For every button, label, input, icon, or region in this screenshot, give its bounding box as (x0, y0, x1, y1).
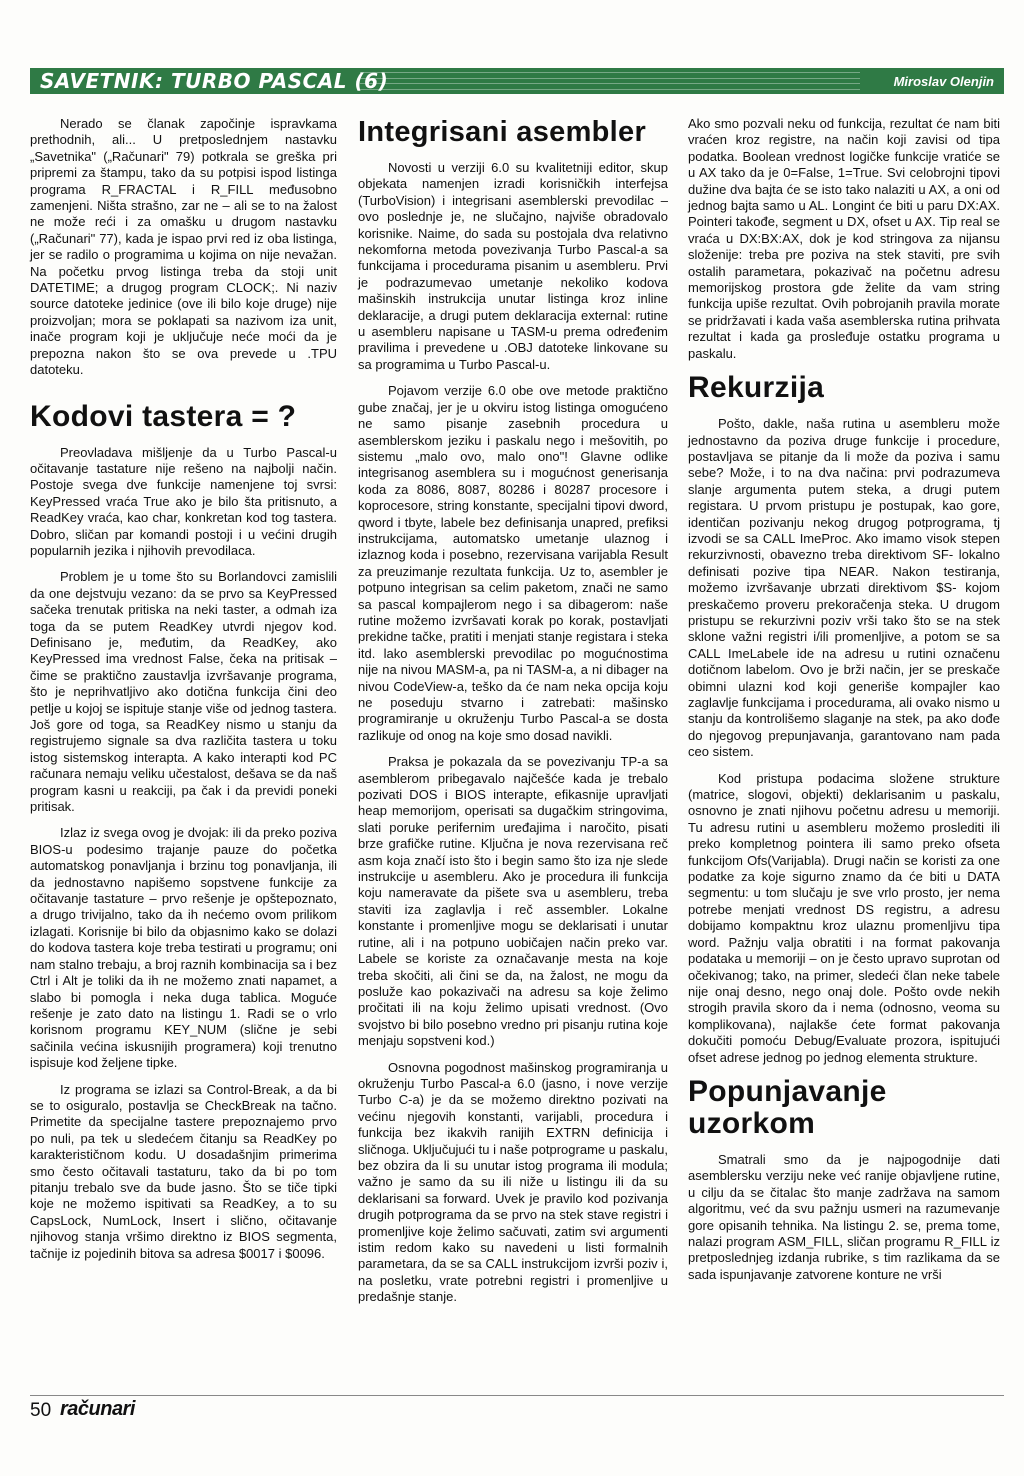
paragraph: Novosti u verziji 6.0 su kvalitetniji editor, skup objekata namenjen izradi korisničkih interfejsa (TurboVision) i integrisani asemblerski prevodilac – ovo poslednje je, ne slučajno, najviše obradovalo korisnike. Naime, do sada su postojala dva relativno nekomforna metoda povezivanja Turbo Pascal-a sa funkcijama i procedurama pisanim u asembleru. Prvi je podrazumevao umetanje nekoliko kodova mašinskih instrukcija unutar listinga kroz inline deklaracije, a drugi putem deklaracija external: rutine u asembleru napisane u TASM-u prema određenim pravilima i prevedene u .OBJ datoteke linkovane su sa programima u Turbo Pascal-u. (358, 160, 668, 372)
column-3 (688, 116, 1000, 1293)
paragraph: Pojavom verzije 6.0 obe ove metode praktično gube značaj, jer je u okviru istog listinga omogućeno ne samo pisanje zasebnih procedura u asemblerskom jeziku i paskalu nego i mešovitih, po sistemu „malo ovo, malo ono"! Glavne odlike integrisanog asemblera su i mogućnost generisanja koda za 8086, 8087, 80286 i 80287 procesore i koprocesore, string konstante, specijalni tipovi dword, qword i tbyte, labele bez definisanja unapred, prefiksi instrukcijama, automatsko umetanje ulaznog i izlaznog koda i posebno, rezervisana varijabla Result za preuzimanje rezultata funkcija. Uz to, asembler je potpuno integrisan sa celim paketom, znači ne samo sa pascal kompajlerom nego i sa dibagerom: naše rutine možemo izvršavati korak po korak, postavljati prekidne tačke, pratiti i menjati stanje registara i steka itd. lako asemblerski prevodilac po mogućnostima nije na nivou MASM-a, pa ni TASM-a, a ni dibager na nivou CodeView-a, teško da će nam neka opcija koju ne poseduju stvarno i zatrebati: mašinsko programiranje u okruženju Turbo Pascal-a se dosta razlikuje od onog na koje smo dosad navikli. (358, 383, 668, 743)
section-heading-rekurzija: Rekurzija (688, 371, 825, 405)
column-2 (358, 116, 668, 1316)
paragraph: Smatrali smo da je najpogodnije dati asemblersku verziju neke već ranije objavljene rutine, u cilju da se čitalac što manje zadržava na samom algoritmu, već da svu pažnju usmeri na razumevanje gore opisanih tehnika. Na listingu 2. se, prema tome, nalazi program ASM_FILL, sličan programu R_FILL iz pretposlednjeg izdanja rubrike, s tim razlikama da se sada ispunjavanje zatvorene konture ne vrši (688, 1151, 1000, 1282)
paragraph: Iz programa se izlazi sa Control-Break, a da bi se to osiguralo, postavlja se CheckBreak na tačno. Primetite da specijalne tastere prepoznajemo prvo po nuli, pa tek u sledećem čitanju sa ReadKey po karakterističnom kodu. U dosadašnjim primerima smo često očitavali tastaturu, tako da bi po tom pitanju trebalo sve da bude jasno. Što se tiče tipki koje ne možemo ispitivati sa ReadKey, a to su CapsLock, NumLock, Insert i slično, očitavanje njihovog stanja vršimo direktno iz BIOS segmenta, tačnije iz pojedinih bitova sa adresa $0017 i $0096. (30, 1081, 337, 1261)
paragraph: Izlaz iz svega ovog je dvojak: ili da preko poziva BIOS-u podesimo trajanje pauze do početka automatskog ponavljanja i brzinu tog ponavljanja, ili da jednostavno napišemo sopstvene funkcije za očitavanje tastature – prvo rešenje je opštepoznato, a drugo trivijalno, tako da ih nećemo ovom prilikom izlagati. Korisnije bi bilo da objasnimo kako se dolazi do kodova tastera koje treba testirati u programu; oni nam stalno trebaju, a broj raznih kombinacija sa i bez Ctrl i Alt je toliki da ih ne možemo znati napamet, a slabo bi pomogla i neka duga tablica. Moguće rešenje je zato dato na listingu 1. Radi se o vrlo korisnom programu KEY_NUM (slične je sebi sačinila većina iskusnijih programera) koji trenutno ispisuje kod željene tipke. (30, 825, 337, 1071)
paragraph: Praksa je pokazala da se povezivanju TP-a sa asemblerom pribegavalo najčešće kada je trebalo pozivati DOS i BIOS interapte, efikasnije upravljati heap memorijom, operisati sa dugačkim stringovima, slati poruke perifernim uređajima i naročito, pisati brze grafičke rutine. Ključna je nova rezervisana reč asm koja značí isto što i begin samo što iza nje slede instrukcije u asembleru. Ako je procedura ili funkcija koju nameravate da pišete sva u asembleru, treba staviti iza zaglavlja i reč assembler. Lokalne konstante i promenljive mogu se deklarisati i unutar rutine, ali i na potpuno uobičajen način preko var. Labele se koriste za označavanje mesta na koje treba skočiti, ali čini se da, na žalost, ne mogu da posluže kao pokazivači na adresu sa koje želimo pročitati ili na koju želimo upisati vrednost. (Ovo svojstvo bi bilo posebno vredno pri pisanju rutina koje menjaju sopstveni kod.) (358, 754, 668, 1049)
page-footer (30, 1395, 1004, 1420)
magazine-logo: računari (60, 1398, 135, 1420)
paragraph: Problem je u tome što su Borlandovci zamislili da one dejstvuju vezano: da se prvo sa KeyPressed sačeka trenutak pritiska na neki taster, a odmah iza toga da se putem ReadKey utvrdi njegov kod. Definisano je, međutim, da ReadKey, ako KeyPressed ima vrednost False, čeka na pritisak – čime se praktično zaustavlja izvršavanje programa, što je neprihvatljivo ako dotična funkcija čini deo petlje u kojoj se ispituje stanje više od jednog tastera. Još gore od toga, sa ReadKey nismo u stanju da registrujemo signale sa dva različita tastera u toku istog sistemskog interapta. A kako interapti kod PC računara nemaju veliku učestalost, dešava se da naš program kasni u reakciji, pa čak i da previdi poneki pritisak. (30, 569, 337, 815)
paragraph: Ako smo pozvali neku od funkcija, rezultat će nam biti vraćen kroz registre, na način koji zavisi od tipa podatka. Boolean vrednost logičke funkcije vratiće se u AX tako da je 0=False, 1=True. Svi celobrojni tipovi dužine dva bajta će se isto tako nalaziti u AX, a oni od jednog bajta samo u AL. Longint će biti u paru DX:AX. Pointeri takođe, segment u DX, ofset u AX. Tip real se vraća u DX:BX:AX, dok je kod stringova za nijansu složenije: treba pre poziva na stek staviti, pre svih ostalih parametara, pokazivač na početnu adresu memorijskog prostora gde želite da vam string funkcija upiše rezultat. Ovih pobrojanih pravila morate se pridržavati i kada vaša asemblerska rutina prihvata rezultat i kada ga prosleđuje ostatku programa u paskalu. (688, 116, 1000, 361)
paragraph: Osnovna pogodnost mašinskog programiranja u okruženju Turbo Pascal-a 6.0 (jasno, i nove verzije Turbo C-a) je da se možemo direktno pozivati na većinu njegovih konstanti, varijabli, procedura i funkcija bez ikakvih ranijih EXTRN definicija i sličnoga. Uključujući tu i naše potprograme u paskalu, bez obzira da li su unutar istog programa ili modula; važno je samo da su ili niže u listingu ili da su deklarisani sa forward. Uvek je pravilo kod pozivanja drugih potprograma da se prvo na stek stave registri i promenljive koje želimo sačuvati, zatim svi argumenti istim redom kako su navedeni u listi formalnih parametara, da se sa CALL instrukcijom izvrši poziv i, na posletku, vrate potrebni registri i promenljive u predašnje stanje. (358, 1059, 669, 1305)
page-number: 50 (30, 1400, 52, 1421)
article-author: Miroslav Olenjin (893, 73, 994, 89)
section-heading-kodovi-tastera: Kodovi tastera = ? (30, 399, 297, 433)
paragraph: Kod pristupa podacima složene strukture (matrice, slogovi, objekti) deklarisanim u paskalu, osnovno je znati njihovu početnu adresu u memoriji. Tu adresu rutini u asembleru možemo proslediti ili preko kompletnog pointera ili samo preko ofseta funkcijom Ofs(Varijabla). Drugi način se koristi za one podatke za koje sigurno znamo da će biti u DATA segmentu: u tom slučaju je sve vrlo prosto, jer nema potrebe menjati vrednost DS registru, a adresu dobijamo kompaktnu kroz ulaznu promenljivu tipa word. Pažnju valja obratiti i na format pakovanja podataka u memoriji – on je često upravo suprotan od očekivanog; tako, na primer, sledeći član neke tabele nije onaj desno, nego onaj dole. Pošto ovde nekih strogih pravila skoro da i nema (odnosno, veoma su komplikovana), najlakše ćete format pakovanja dokučiti pomoću Debug/Evaluate prozora, ispitujući ofset adrese jednog po jednog elementa strukture. (688, 770, 1000, 1065)
column-1 (30, 116, 337, 1272)
section-heading-popunjavanje-uzorkom: Popunjavanje uzorkom (688, 1074, 887, 1140)
intro-paragraph: Nerado se članak započinje ispravkama prethodnih, ali... U pretposlednjem nastavku „Savetnika" („Računari" 79) potkrala se greška pri pripremi za štampu, tako da su potpisi ispod listinga programa R_FRACTAL i R_FILL međusobno zamenjeni. Ništa strašno, zar ne – ali se to na žalost ne može reći i za omašku u drugom nastavku („Računari" 77), kada je ispao prvi red iz oba listinga, jer se radilo o programima u kojima on nije nevažan. Na početku prvog listinga treba da stoji unit DATETIME; a drugog program CLOCK;. Ni naziv source datoteke jedinice (ove ili bilo koje druge) nije proizvoljan; mora se poklapati sa nazivom iza unit, inače program koji je uključuje neće moći da je prepozna nakon što se ova prevede u .TPU datoteku. (30, 116, 337, 378)
paragraph: Pošto, dakle, naša rutina u asembleru može jednostavno da poziva druge funkcije i procedure, postavljava se pitanje da li može da poziva i samu sebe? Može, i to na dva načina: prvi podrazumeva slanje argumenta putem steka, a drugi putem registara. U prvom pristupu je postupak, kao gore, identičan pozivanju nekog drugog potprograma, tj izvodi se sa CALL ImeProc. Ako imamo visok stepen rekurzivnosti, obavezno treba direktivom SF- lokalno definisati pozive tipa NEAR. Nakon testiranja, možemo izvršavanje ubrzati direktivom $S- kojom preskačemo proveru prekoračenja steka. U drugom pristupu se rekurzivni poziv vrši tako što se na stek sklone važni registri i/ili promenljive, a potom se sa CALL ImeLabele ide na adresu u rutini označenu dotičnom labelom. Ovo je brži način, jer se preskače obimni ulazni kod koji generiše kompajler kao zaglavlje funkcijama i procedurama, ali ovako nismo u stanju da kontrolišemo slaganje na stek, pa ako dođe do njegovog prepunjavanja, garantovano nam pada ceo sistem. (688, 416, 1000, 760)
paragraph: Preovladava mišljenje da u Turbo Pascal-u očitavanje tastature nije rešeno na najbolji način. Postoje svega dve funkcije namenjene toj svrsi: KeyPressed vraća True ako je bilo šta pritisnuto, a ReadKey vraća, kao char, konkretan kod tog tastera. Dobro, sličan par komandi postoji i u većini drugih popularnih jezika i njihovih prevodilaca. (30, 444, 337, 558)
section-heading-integrisani-asembler: Integrisani asembler (358, 116, 647, 148)
article-banner (30, 68, 1004, 94)
article-title: SAVETNIK: TURBO PASCAL (6) (40, 69, 389, 93)
